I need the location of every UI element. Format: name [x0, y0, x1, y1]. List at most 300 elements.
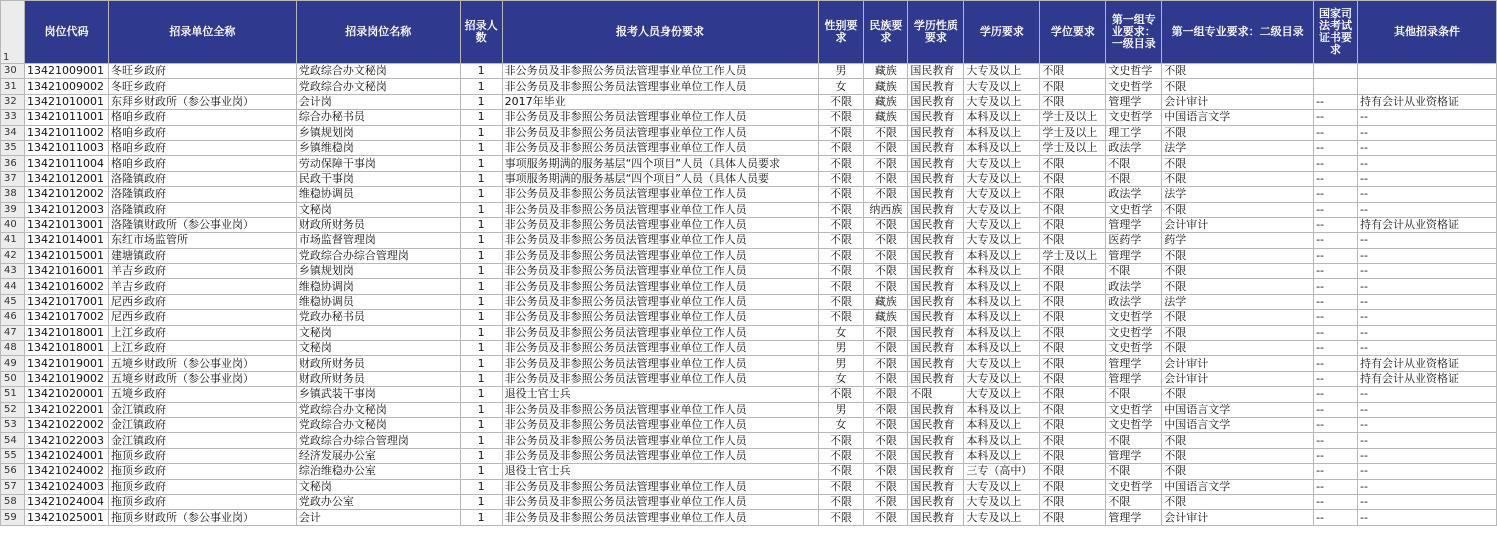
- cell-degree[interactable]: 学士及以上: [1040, 125, 1106, 140]
- cell-degree[interactable]: 不限: [1040, 387, 1106, 402]
- cell-other[interactable]: 持有会计从业资格证: [1357, 94, 1496, 109]
- cell-unit[interactable]: 东拜乡财政所（参公事业岗）: [108, 94, 296, 109]
- cell-education[interactable]: 本科及以上: [964, 140, 1040, 155]
- cell-judicial-cert[interactable]: --: [1314, 264, 1358, 279]
- cell-identity[interactable]: 非公务员及非参照公务员法管理事业单位工作人员: [502, 140, 818, 155]
- cell-degree[interactable]: 不限: [1040, 187, 1106, 202]
- cell-education[interactable]: 大专及以上: [964, 171, 1040, 186]
- cell-major-level2[interactable]: 会计审计: [1162, 94, 1314, 109]
- cell-major-level1[interactable]: 不限: [1106, 156, 1162, 171]
- cell-identity[interactable]: 2017年毕业: [502, 94, 818, 109]
- cell-edu-nature[interactable]: 国民教育: [908, 264, 964, 279]
- cell-edu-nature[interactable]: 国民教育: [908, 233, 964, 248]
- cell-edu-nature[interactable]: 国民教育: [908, 356, 964, 371]
- cell-count[interactable]: 1: [460, 248, 502, 263]
- cell-count[interactable]: 1: [460, 140, 502, 155]
- cell-code[interactable]: 13421010001: [24, 94, 108, 109]
- row-number[interactable]: 43: [1, 264, 25, 279]
- cell-major-level1[interactable]: 文史哲学: [1106, 341, 1162, 356]
- cell-count[interactable]: 1: [460, 264, 502, 279]
- cell-degree[interactable]: 不限: [1040, 171, 1106, 186]
- cell-sex[interactable]: 不限: [818, 171, 864, 186]
- cell-sex[interactable]: 不限: [818, 110, 864, 125]
- cell-code[interactable]: 13421022003: [24, 433, 108, 448]
- cell-judicial-cert[interactable]: --: [1314, 233, 1358, 248]
- cell-code[interactable]: 13421012003: [24, 202, 108, 217]
- row-number[interactable]: 57: [1, 479, 25, 494]
- cell-major-level2[interactable]: 法学: [1162, 294, 1314, 309]
- cell-degree[interactable]: 不限: [1040, 233, 1106, 248]
- cell-identity[interactable]: 非公务员及非参照公务员法管理事业单位工作人员: [502, 294, 818, 309]
- cell-edu-nature[interactable]: 国民教育: [908, 110, 964, 125]
- row-number[interactable]: 1: [1, 1, 25, 64]
- cell-major-level1[interactable]: 管理学: [1106, 510, 1162, 525]
- cell-sex[interactable]: 不限: [818, 202, 864, 217]
- cell-degree[interactable]: 不限: [1040, 156, 1106, 171]
- cell-unit[interactable]: 格咱乡政府: [108, 140, 296, 155]
- cell-judicial-cert[interactable]: [1314, 79, 1358, 94]
- cell-edu-nature[interactable]: 国民教育: [908, 494, 964, 509]
- cell-unit[interactable]: 上江乡政府: [108, 341, 296, 356]
- cell-code[interactable]: 13421024003: [24, 479, 108, 494]
- cell-unit[interactable]: 冬旺乡政府: [108, 79, 296, 94]
- cell-code[interactable]: 13421012002: [24, 187, 108, 202]
- cell-unit[interactable]: 洛隆镇财政所（参公事业岗）: [108, 217, 296, 232]
- cell-degree[interactable]: 不限: [1040, 341, 1106, 356]
- cell-degree[interactable]: 不限: [1040, 510, 1106, 525]
- cell-count[interactable]: 1: [460, 202, 502, 217]
- cell-other[interactable]: --: [1357, 294, 1496, 309]
- cell-ethnic[interactable]: 不限: [864, 140, 908, 155]
- row-number[interactable]: 39: [1, 202, 25, 217]
- cell-degree[interactable]: 学士及以上: [1040, 248, 1106, 263]
- cell-judicial-cert[interactable]: --: [1314, 510, 1358, 525]
- cell-judicial-cert[interactable]: --: [1314, 387, 1358, 402]
- cell-other[interactable]: --: [1357, 402, 1496, 417]
- cell-post[interactable]: 会计: [296, 510, 460, 525]
- cell-count[interactable]: 1: [460, 494, 502, 509]
- cell-sex[interactable]: 不限: [818, 156, 864, 171]
- cell-count[interactable]: 1: [460, 279, 502, 294]
- cell-edu-nature[interactable]: 国民教育: [908, 310, 964, 325]
- cell-sex[interactable]: 不限: [818, 387, 864, 402]
- cell-judicial-cert[interactable]: --: [1314, 248, 1358, 263]
- cell-edu-nature[interactable]: 国民教育: [908, 433, 964, 448]
- cell-other[interactable]: --: [1357, 325, 1496, 340]
- cell-education[interactable]: 本科及以上: [964, 248, 1040, 263]
- cell-identity[interactable]: 非公务员及非参照公务员法管理事业单位工作人员: [502, 248, 818, 263]
- cell-unit[interactable]: 拖顶乡政府: [108, 494, 296, 509]
- row-number[interactable]: 58: [1, 494, 25, 509]
- row-number[interactable]: 37: [1, 171, 25, 186]
- cell-other[interactable]: --: [1357, 310, 1496, 325]
- cell-judicial-cert[interactable]: [1314, 64, 1358, 79]
- cell-count[interactable]: 1: [460, 417, 502, 432]
- cell-education[interactable]: 本科及以上: [964, 433, 1040, 448]
- cell-count[interactable]: 1: [460, 171, 502, 186]
- cell-other[interactable]: --: [1357, 248, 1496, 263]
- cell-judicial-cert[interactable]: --: [1314, 217, 1358, 232]
- cell-major-level2[interactable]: 不限: [1162, 433, 1314, 448]
- cell-major-level2[interactable]: 不限: [1162, 494, 1314, 509]
- cell-degree[interactable]: 不限: [1040, 494, 1106, 509]
- cell-identity[interactable]: 非公务员及非参照公务员法管理事业单位工作人员: [502, 479, 818, 494]
- cell-post[interactable]: 劳动保障干事岗: [296, 156, 460, 171]
- cell-count[interactable]: 1: [460, 464, 502, 479]
- cell-ethnic[interactable]: 不限: [864, 325, 908, 340]
- cell-unit[interactable]: 建塘镇政府: [108, 248, 296, 263]
- cell-major-level1[interactable]: 文史哲学: [1106, 417, 1162, 432]
- cell-major-level1[interactable]: 不限: [1106, 171, 1162, 186]
- cell-education[interactable]: 大专及以上: [964, 387, 1040, 402]
- cell-major-level2[interactable]: 会计审计: [1162, 356, 1314, 371]
- cell-identity[interactable]: 非公务员及非参照公务员法管理事业单位工作人员: [502, 371, 818, 386]
- cell-judicial-cert[interactable]: --: [1314, 171, 1358, 186]
- cell-other[interactable]: [1357, 64, 1496, 79]
- cell-post[interactable]: 财政所财务员: [296, 217, 460, 232]
- cell-edu-nature[interactable]: 国民教育: [908, 371, 964, 386]
- cell-other[interactable]: --: [1357, 110, 1496, 125]
- cell-unit[interactable]: 五境乡政府: [108, 387, 296, 402]
- cell-edu-nature[interactable]: 国民教育: [908, 187, 964, 202]
- row-number[interactable]: 47: [1, 325, 25, 340]
- cell-degree[interactable]: 学士及以上: [1040, 140, 1106, 155]
- cell-education[interactable]: 大专及以上: [964, 233, 1040, 248]
- cell-identity[interactable]: 非公务员及非参照公务员法管理事业单位工作人员: [502, 325, 818, 340]
- cell-sex[interactable]: 不限: [818, 479, 864, 494]
- cell-education[interactable]: 本科及以上: [964, 279, 1040, 294]
- cell-post[interactable]: 乡镇规划岗: [296, 125, 460, 140]
- cell-sex[interactable]: 不限: [818, 264, 864, 279]
- cell-sex[interactable]: 不限: [818, 294, 864, 309]
- cell-identity[interactable]: 非公务员及非参照公务员法管理事业单位工作人员: [502, 217, 818, 232]
- cell-post[interactable]: 党政办秘书员: [296, 310, 460, 325]
- cell-other[interactable]: --: [1357, 202, 1496, 217]
- cell-major-level2[interactable]: 不限: [1162, 387, 1314, 402]
- cell-degree[interactable]: 不限: [1040, 94, 1106, 109]
- cell-judicial-cert[interactable]: --: [1314, 325, 1358, 340]
- cell-other[interactable]: --: [1357, 233, 1496, 248]
- cell-post[interactable]: 党政综合办文秘岗: [296, 417, 460, 432]
- header-cell-post[interactable]: 招录岗位名称: [296, 1, 460, 64]
- cell-ethnic[interactable]: 纳西族: [864, 202, 908, 217]
- cell-major-level1[interactable]: 政法学: [1106, 187, 1162, 202]
- cell-code[interactable]: 13421022001: [24, 402, 108, 417]
- cell-other[interactable]: 持有会计从业资格证: [1357, 217, 1496, 232]
- cell-edu-nature[interactable]: 国民教育: [908, 64, 964, 79]
- cell-sex[interactable]: 不限: [818, 494, 864, 509]
- cell-post[interactable]: 财政所财务员: [296, 356, 460, 371]
- cell-edu-nature[interactable]: 国民教育: [908, 417, 964, 432]
- cell-other[interactable]: --: [1357, 494, 1496, 509]
- cell-degree[interactable]: 不限: [1040, 433, 1106, 448]
- cell-code[interactable]: 13421013001: [24, 217, 108, 232]
- cell-identity[interactable]: 事项服务期满的服务基层“四个项目”人员（具体人员要求: [502, 156, 818, 171]
- cell-sex[interactable]: 不限: [818, 217, 864, 232]
- cell-major-level1[interactable]: 文史哲学: [1106, 325, 1162, 340]
- row-number[interactable]: 32: [1, 94, 25, 109]
- cell-major-level2[interactable]: 不限: [1162, 202, 1314, 217]
- cell-ethnic[interactable]: 不限: [864, 248, 908, 263]
- cell-judicial-cert[interactable]: --: [1314, 402, 1358, 417]
- cell-code[interactable]: 13421020001: [24, 387, 108, 402]
- cell-degree[interactable]: 不限: [1040, 202, 1106, 217]
- cell-code[interactable]: 13421024002: [24, 464, 108, 479]
- cell-degree[interactable]: 不限: [1040, 371, 1106, 386]
- cell-count[interactable]: 1: [460, 479, 502, 494]
- row-number[interactable]: 50: [1, 371, 25, 386]
- cell-degree[interactable]: 学士及以上: [1040, 110, 1106, 125]
- cell-post[interactable]: 维稳协调员: [296, 187, 460, 202]
- cell-ethnic[interactable]: 藏族: [864, 110, 908, 125]
- row-number[interactable]: 56: [1, 464, 25, 479]
- header-cell-count[interactable]: 招录人数: [460, 1, 502, 64]
- cell-sex[interactable]: 不限: [818, 433, 864, 448]
- cell-count[interactable]: 1: [460, 341, 502, 356]
- cell-code[interactable]: 13421012001: [24, 171, 108, 186]
- cell-judicial-cert[interactable]: --: [1314, 187, 1358, 202]
- row-number[interactable]: 52: [1, 402, 25, 417]
- row-number[interactable]: 40: [1, 217, 25, 232]
- cell-other[interactable]: --: [1357, 125, 1496, 140]
- cell-code[interactable]: 13421016001: [24, 264, 108, 279]
- cell-sex[interactable]: 女: [818, 417, 864, 432]
- cell-count[interactable]: 1: [460, 125, 502, 140]
- cell-major-level1[interactable]: 文史哲学: [1106, 202, 1162, 217]
- cell-major-level2[interactable]: 不限: [1162, 341, 1314, 356]
- cell-code[interactable]: 13421011002: [24, 125, 108, 140]
- cell-code[interactable]: 13421014001: [24, 233, 108, 248]
- cell-other[interactable]: --: [1357, 156, 1496, 171]
- cell-identity[interactable]: 非公务员及非参照公务员法管理事业单位工作人员: [502, 341, 818, 356]
- cell-ethnic[interactable]: 藏族: [864, 79, 908, 94]
- header-cell-degree[interactable]: 学位要求: [1040, 1, 1106, 64]
- cell-code[interactable]: 13421017002: [24, 310, 108, 325]
- cell-major-level1[interactable]: 政法学: [1106, 294, 1162, 309]
- cell-major-level1[interactable]: 文史哲学: [1106, 64, 1162, 79]
- cell-unit[interactable]: 五境乡财政所（参公事业岗）: [108, 371, 296, 386]
- cell-edu-nature[interactable]: 国民教育: [908, 202, 964, 217]
- cell-unit[interactable]: 尼西乡政府: [108, 310, 296, 325]
- cell-ethnic[interactable]: 不限: [864, 264, 908, 279]
- cell-ethnic[interactable]: 不限: [864, 448, 908, 463]
- cell-education[interactable]: 大专及以上: [964, 510, 1040, 525]
- cell-major-level1[interactable]: 文史哲学: [1106, 479, 1162, 494]
- cell-ethnic[interactable]: 不限: [864, 433, 908, 448]
- cell-count[interactable]: 1: [460, 79, 502, 94]
- cell-major-level1[interactable]: 政法学: [1106, 279, 1162, 294]
- cell-code[interactable]: 13421022002: [24, 417, 108, 432]
- cell-code[interactable]: 13421015001: [24, 248, 108, 263]
- cell-judicial-cert[interactable]: --: [1314, 279, 1358, 294]
- cell-sex[interactable]: 不限: [818, 310, 864, 325]
- cell-edu-nature[interactable]: 国民教育: [908, 217, 964, 232]
- cell-post[interactable]: 综治维稳办公室: [296, 464, 460, 479]
- cell-sex[interactable]: 男: [818, 341, 864, 356]
- cell-sex[interactable]: 不限: [818, 140, 864, 155]
- cell-judicial-cert[interactable]: --: [1314, 310, 1358, 325]
- cell-degree[interactable]: 不限: [1040, 310, 1106, 325]
- cell-ethnic[interactable]: 不限: [864, 156, 908, 171]
- cell-edu-nature[interactable]: 国民教育: [908, 464, 964, 479]
- cell-ethnic[interactable]: 不限: [864, 187, 908, 202]
- header-cell-education[interactable]: 学历要求: [964, 1, 1040, 64]
- cell-major-level2[interactable]: 不限: [1162, 79, 1314, 94]
- cell-unit[interactable]: 冬旺乡政府: [108, 64, 296, 79]
- cell-unit[interactable]: 格咱乡政府: [108, 125, 296, 140]
- header-cell-major-level2[interactable]: 第一组专业要求：二级目录: [1162, 1, 1314, 64]
- cell-other[interactable]: --: [1357, 279, 1496, 294]
- cell-education[interactable]: 大专及以上: [964, 371, 1040, 386]
- cell-code[interactable]: 13421018001: [24, 325, 108, 340]
- cell-edu-nature[interactable]: 国民教育: [908, 248, 964, 263]
- cell-identity[interactable]: 非公务员及非参照公务员法管理事业单位工作人员: [502, 417, 818, 432]
- cell-degree[interactable]: 不限: [1040, 479, 1106, 494]
- row-number[interactable]: 30: [1, 64, 25, 79]
- cell-identity[interactable]: 非公务员及非参照公务员法管理事业单位工作人员: [502, 264, 818, 279]
- cell-count[interactable]: 1: [460, 433, 502, 448]
- cell-major-level2[interactable]: 不限: [1162, 248, 1314, 263]
- row-number[interactable]: 46: [1, 310, 25, 325]
- row-number[interactable]: 49: [1, 356, 25, 371]
- cell-degree[interactable]: 不限: [1040, 325, 1106, 340]
- cell-sex[interactable]: 男: [818, 64, 864, 79]
- cell-major-level2[interactable]: 会计审计: [1162, 510, 1314, 525]
- cell-post[interactable]: 党政办公室: [296, 494, 460, 509]
- cell-post[interactable]: 乡镇规划岗: [296, 264, 460, 279]
- cell-judicial-cert[interactable]: --: [1314, 110, 1358, 125]
- cell-count[interactable]: 1: [460, 356, 502, 371]
- cell-education[interactable]: 本科及以上: [964, 125, 1040, 140]
- cell-unit[interactable]: 东红市场监管所: [108, 233, 296, 248]
- cell-ethnic[interactable]: 不限: [864, 125, 908, 140]
- cell-judicial-cert[interactable]: --: [1314, 479, 1358, 494]
- cell-count[interactable]: 1: [460, 64, 502, 79]
- cell-post[interactable]: 文秘岗: [296, 325, 460, 340]
- cell-code[interactable]: 13421011003: [24, 140, 108, 155]
- header-cell-unit[interactable]: 招录单位全称: [108, 1, 296, 64]
- cell-edu-nature[interactable]: 不限: [908, 387, 964, 402]
- cell-count[interactable]: 1: [460, 387, 502, 402]
- cell-count[interactable]: 1: [460, 510, 502, 525]
- cell-major-level2[interactable]: 不限: [1162, 125, 1314, 140]
- cell-judicial-cert[interactable]: --: [1314, 202, 1358, 217]
- cell-ethnic[interactable]: 不限: [864, 171, 908, 186]
- cell-post[interactable]: 维稳协调员: [296, 294, 460, 309]
- cell-edu-nature[interactable]: 国民教育: [908, 125, 964, 140]
- cell-sex[interactable]: 女: [818, 371, 864, 386]
- cell-degree[interactable]: 不限: [1040, 217, 1106, 232]
- cell-degree[interactable]: 不限: [1040, 448, 1106, 463]
- cell-post[interactable]: 维稳协调岗: [296, 279, 460, 294]
- cell-major-level2[interactable]: 法学: [1162, 187, 1314, 202]
- cell-edu-nature[interactable]: 国民教育: [908, 140, 964, 155]
- cell-major-level1[interactable]: 管理学: [1106, 356, 1162, 371]
- cell-count[interactable]: 1: [460, 448, 502, 463]
- cell-major-level2[interactable]: 法学: [1162, 140, 1314, 155]
- cell-major-level2[interactable]: 不限: [1162, 448, 1314, 463]
- cell-judicial-cert[interactable]: --: [1314, 448, 1358, 463]
- cell-post[interactable]: 党政综合办综合管理岗: [296, 433, 460, 448]
- cell-ethnic[interactable]: 藏族: [864, 310, 908, 325]
- cell-major-level2[interactable]: 不限: [1162, 264, 1314, 279]
- cell-other[interactable]: --: [1357, 510, 1496, 525]
- cell-sex[interactable]: 男: [818, 356, 864, 371]
- row-number[interactable]: 51: [1, 387, 25, 402]
- cell-sex[interactable]: 不限: [818, 248, 864, 263]
- cell-major-level1[interactable]: 文史哲学: [1106, 110, 1162, 125]
- cell-post[interactable]: 党政综合办文秘岗: [296, 79, 460, 94]
- cell-identity[interactable]: 非公务员及非参照公务员法管理事业单位工作人员: [502, 79, 818, 94]
- cell-count[interactable]: 1: [460, 156, 502, 171]
- row-number[interactable]: 31: [1, 79, 25, 94]
- cell-major-level1[interactable]: 不限: [1106, 464, 1162, 479]
- cell-education[interactable]: 大专及以上: [964, 356, 1040, 371]
- header-cell-sex[interactable]: 性别要求: [818, 1, 864, 64]
- cell-major-level2[interactable]: 药学: [1162, 233, 1314, 248]
- cell-judicial-cert[interactable]: --: [1314, 494, 1358, 509]
- cell-unit[interactable]: 羊吉乡政府: [108, 279, 296, 294]
- cell-code[interactable]: 13421019001: [24, 356, 108, 371]
- cell-unit[interactable]: 五境乡财政所（参公事业岗）: [108, 356, 296, 371]
- cell-major-level2[interactable]: 中国语言文学: [1162, 402, 1314, 417]
- cell-count[interactable]: 1: [460, 294, 502, 309]
- cell-code[interactable]: 13421011001: [24, 110, 108, 125]
- cell-unit[interactable]: 洛隆镇政府: [108, 202, 296, 217]
- header-cell-identity[interactable]: 报考人员身份要求: [502, 1, 818, 64]
- cell-education[interactable]: 大专及以上: [964, 156, 1040, 171]
- cell-identity[interactable]: 非公务员及非参照公务员法管理事业单位工作人员: [502, 310, 818, 325]
- cell-identity[interactable]: 事项服务期满的服务基层“四个项目”人员（具体人员要: [502, 171, 818, 186]
- cell-count[interactable]: 1: [460, 187, 502, 202]
- cell-post[interactable]: 党政综合办文秘岗: [296, 402, 460, 417]
- row-number[interactable]: 48: [1, 341, 25, 356]
- cell-education[interactable]: 大专及以上: [964, 494, 1040, 509]
- cell-code[interactable]: 13421018001: [24, 341, 108, 356]
- row-number[interactable]: 59: [1, 510, 25, 525]
- cell-education[interactable]: 大专及以上: [964, 479, 1040, 494]
- cell-edu-nature[interactable]: 国民教育: [908, 325, 964, 340]
- cell-judicial-cert[interactable]: --: [1314, 341, 1358, 356]
- cell-edu-nature[interactable]: 国民教育: [908, 510, 964, 525]
- cell-education[interactable]: 本科及以上: [964, 294, 1040, 309]
- cell-sex[interactable]: 女: [818, 79, 864, 94]
- cell-ethnic[interactable]: 不限: [864, 279, 908, 294]
- cell-judicial-cert[interactable]: --: [1314, 125, 1358, 140]
- cell-major-level2[interactable]: 中国语言文学: [1162, 417, 1314, 432]
- cell-code[interactable]: 13421017001: [24, 294, 108, 309]
- cell-judicial-cert[interactable]: --: [1314, 371, 1358, 386]
- cell-identity[interactable]: 非公务员及非参照公务员法管理事业单位工作人员: [502, 448, 818, 463]
- cell-education[interactable]: 本科及以上: [964, 264, 1040, 279]
- cell-edu-nature[interactable]: 国民教育: [908, 94, 964, 109]
- cell-other[interactable]: --: [1357, 433, 1496, 448]
- cell-judicial-cert[interactable]: --: [1314, 140, 1358, 155]
- row-number[interactable]: 54: [1, 433, 25, 448]
- cell-edu-nature[interactable]: 国民教育: [908, 279, 964, 294]
- cell-unit[interactable]: 洛隆镇政府: [108, 187, 296, 202]
- cell-major-level1[interactable]: 管理学: [1106, 248, 1162, 263]
- cell-major-level1[interactable]: 医药学: [1106, 233, 1162, 248]
- cell-unit[interactable]: 尼西乡政府: [108, 294, 296, 309]
- cell-ethnic[interactable]: 藏族: [864, 64, 908, 79]
- cell-major-level1[interactable]: 不限: [1106, 433, 1162, 448]
- row-number[interactable]: 33: [1, 110, 25, 125]
- cell-ethnic[interactable]: 不限: [864, 510, 908, 525]
- cell-degree[interactable]: 不限: [1040, 356, 1106, 371]
- cell-identity[interactable]: 非公务员及非参照公务员法管理事业单位工作人员: [502, 433, 818, 448]
- cell-education[interactable]: 本科及以上: [964, 325, 1040, 340]
